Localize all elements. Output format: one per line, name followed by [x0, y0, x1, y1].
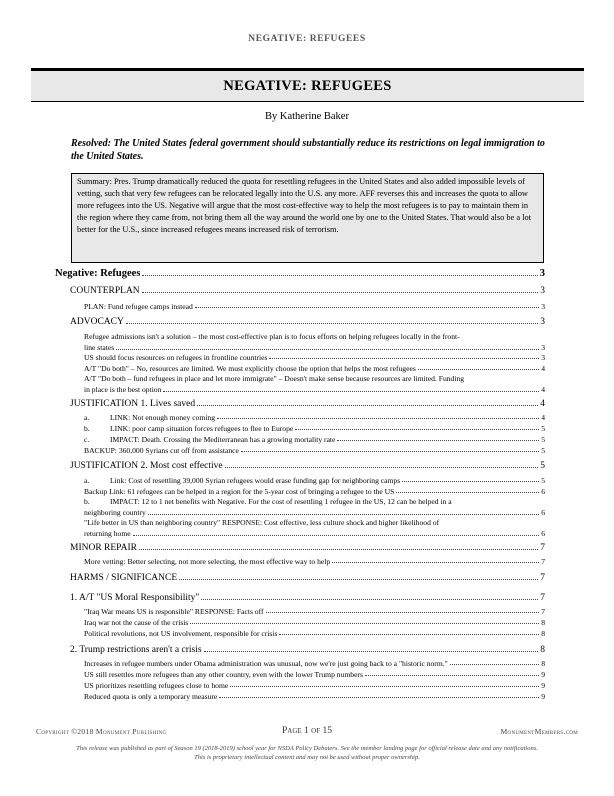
toc-page-number: 7: [540, 573, 545, 583]
toc-entry-at2c[interactable]: [84, 681, 545, 690]
toc-entry-label: PLAN: Fund refugee camps instead: [84, 302, 193, 311]
toc-entry-label-cont: neighboring country: [84, 508, 146, 517]
toc-entry-advocacy-2[interactable]: [84, 353, 545, 362]
toc-page-number: 8: [541, 629, 545, 638]
toc-entry-label: Backup Link: 61 refugees can be helped in a region for the 5-year cost of bringing a refugee to the US: [84, 487, 395, 496]
toc-entry-label: 1. A/T "US Moral Responsibility": [70, 593, 200, 603]
toc-entry-j1c[interactable]: [84, 435, 545, 444]
toc-entry-letter: b.: [84, 424, 90, 433]
toc-page-number: 9: [541, 681, 545, 690]
toc-page-number: 4: [540, 399, 545, 409]
toc-page-number: 7: [541, 607, 545, 616]
resolution-statement: Resolved: The United States federal government should substantially reduce its restrictions on legal immigration to the United States.: [71, 138, 545, 162]
toc-page-number: 8: [541, 618, 545, 627]
toc-entry-label: IMPACT: Death. Crossing the Mediterranean has a growing mortality rate: [110, 435, 336, 444]
toc-page-number: 5: [541, 446, 545, 455]
toc-page-number: 3: [541, 302, 545, 311]
toc-entry-minor-repair[interactable]: [70, 543, 545, 553]
toc-entry-harms[interactable]: [70, 573, 545, 583]
toc-entry-label-cont: in place is the best option: [84, 385, 162, 394]
toc-entry-label: LINK: poor camp situation forces refugees to flee to Europe: [110, 424, 294, 433]
toc-entry-letter: a.: [84, 476, 90, 485]
toc-entry-label: BACKUP: 360,000 Syrians cut off from assistance: [84, 446, 239, 455]
toc-entry-j2c[interactable]: [84, 517, 545, 539]
toc-page-number: 8: [540, 645, 545, 655]
toc-page-number: 6: [541, 529, 545, 538]
toc-page-number: 5: [541, 476, 545, 485]
toc-entry-label: HARMS / SIGNIFICANCE: [70, 573, 178, 583]
toc-page-number: 3: [539, 268, 545, 279]
toc-page-number: 3: [541, 343, 545, 352]
toc-page-number: 8: [541, 659, 545, 668]
toc-entry-at2a[interactable]: [84, 659, 545, 668]
toc-entry-plan[interactable]: [84, 302, 545, 311]
website-link[interactable]: MonumentMembers.com: [500, 727, 578, 736]
toc-entry-at1a[interactable]: [84, 607, 545, 616]
toc-entry-minor-1[interactable]: [84, 557, 545, 566]
toc-page-number: 6: [541, 508, 545, 517]
toc-page-number: 3: [540, 286, 545, 296]
toc-entry-label: US still resettles more refugees than any other country, even with the lower Trump numbers: [84, 670, 363, 679]
toc-entry-label: A/T "Do both" – No, resources are limited. We must explicitly choose the option that helps the most refugees: [84, 364, 416, 373]
toc-entry-at1c[interactable]: [84, 629, 545, 638]
toc-entry-at2d[interactable]: [84, 692, 545, 701]
toc-entry-label: Reduced quota is only a temporary measure: [84, 692, 218, 701]
toc-entry-label: Refugee admissions isn't a solution – the most cost-effective plan is to focus efforts on helping refugees locally in the front-: [84, 332, 460, 341]
toc-entry-j2b[interactable]: [84, 496, 545, 518]
toc-entry-advocacy-3[interactable]: [84, 364, 545, 373]
toc-entry-j2-backup[interactable]: [84, 487, 545, 496]
toc-page-number: 3: [540, 317, 545, 327]
toc-page-number: 7: [541, 557, 545, 566]
page-title: NEGATIVE: REFUGEES: [223, 78, 392, 94]
summary-box: Summary: Pres. Trump dramatically reduced the quota for resettling refugees in the United States and also added impossible levels of vetting, such that very few refugees can be relocated legally into the U.S. any more. AFF reverses this and increases the quota to allow more refugees into the US. Negative will argue that the most cost-effective way to help the most refugees is to pay to maintain them in the region where they came from, not bring them all the way around the world one by one to the United States. That would also be a lot better for the U.S., since increased refugees means increased risk of terrorism.: [71, 173, 544, 263]
toc-page-number: 4: [541, 413, 545, 422]
toc-entry-label: Increases in refugee numbers under Obama administration was unusual, now we're just going back to a "historic norm.": [84, 659, 448, 668]
notice-line-1: This release was published as part of Season 19 (2018-2019) school year for NSDA Policy Debaters. See the member landing page for official release date and any notifications.: [76, 745, 538, 752]
publication-notice: [0, 745, 614, 762]
toc-entry-letter: c.: [84, 435, 90, 444]
toc-entry-justification-1[interactable]: [70, 399, 545, 409]
toc-page-number: 4: [541, 364, 545, 373]
toc-entry-at-moral[interactable]: [70, 593, 545, 603]
toc-entry-counterplan[interactable]: [70, 286, 545, 296]
toc-page-number: 5: [541, 424, 545, 433]
toc-entry-label: "Life better in US than neighboring country" RESPONSE: Cost effective, less culture shock and higher likelihood of: [84, 518, 440, 527]
toc-entry-label: 2. Trump restrictions aren't a crisis: [70, 645, 202, 655]
running-header: NEGATIVE: REFUGEES: [248, 34, 366, 44]
toc-entry-label: US prioritizes resettling refugees close to home: [84, 681, 229, 690]
toc-page-number: 5: [540, 461, 545, 471]
toc-entry-label: COUNTERPLAN: [70, 286, 140, 296]
toc-page-number: 3: [541, 353, 545, 362]
toc-entry-letter: a.: [84, 413, 90, 422]
toc-entry-trump-restrictions[interactable]: [70, 645, 545, 655]
toc-entry-label: Link: Cost of resettling 39,000 Syrian refugees would erase funding gap for neighboring camps: [110, 476, 401, 485]
title-banner: [31, 68, 584, 102]
toc-entry-letter: b.: [84, 497, 90, 506]
toc-main-entry[interactable]: [55, 268, 545, 279]
toc-entry-label: MINOR REPAIR: [70, 543, 137, 553]
toc-entry-label: ADVOCACY: [70, 317, 124, 327]
toc-entry-label: More vetting: Better selecting, not more selecting, the most effective way to help: [84, 557, 331, 566]
toc-entry-j1b[interactable]: [84, 424, 545, 433]
byline: By Katherine Baker: [265, 111, 349, 122]
toc-entry-label: "Iraq War means US is responsible" RESPONSE: Facts off: [84, 607, 264, 616]
toc-entry-at2b[interactable]: [84, 670, 545, 679]
toc-page-number: 6: [541, 487, 545, 496]
toc-entry-label-cont: returning home: [84, 529, 131, 538]
toc-entry-j1a[interactable]: [84, 413, 545, 422]
toc-page-number: 4: [541, 385, 545, 394]
toc-entry-label-cont: line states: [84, 343, 115, 352]
toc-page-number: 9: [541, 670, 545, 679]
toc-entry-label: JUSTIFICATION 1. Lives saved: [70, 399, 196, 409]
toc-entry-advocacy-1[interactable]: [84, 331, 545, 353]
toc-entry-label: A/T "Do both – fund refugees in place and let more immigrate" – Doesn't make sense because resources are limited. Funding: [84, 374, 465, 383]
notice-line-2: This is proprietary intellectual content and may not be used without proper ownership.: [194, 753, 420, 761]
toc-entry-j2a[interactable]: [84, 476, 545, 485]
toc-entry-label: Iraq war not the cause of the crisis: [84, 618, 189, 627]
toc-entry-label: Negative: Refugees: [55, 268, 141, 279]
toc-page-number: 9: [541, 692, 545, 701]
page-indicator: Page 1 of 15: [282, 726, 332, 736]
toc-entry-justification-2[interactable]: [70, 461, 545, 471]
toc-page-number: 7: [540, 543, 545, 553]
toc-entry-advocacy-4[interactable]: [84, 373, 545, 395]
toc-entry-j1-backup[interactable]: [84, 446, 545, 455]
toc-entry-label: LINK: Not enough money coming: [110, 413, 216, 422]
toc-entry-label: JUSTIFICATION 2. Most cost effective: [70, 461, 223, 471]
toc-entry-advocacy[interactable]: [70, 317, 545, 327]
toc-entry-label: Political revolutions, not US involvement, responsible for crisis: [84, 629, 278, 638]
toc-entry-at1b[interactable]: [84, 618, 545, 627]
toc-page-number: 7: [540, 593, 545, 603]
copyright-notice: Copyright ©2018 Monument Publishing: [36, 727, 167, 736]
toc-entry-label: US should focus resources on refugees in frontline countries: [84, 353, 268, 362]
toc-entry-label: IMPACT: 12 to 1 net benefits with Negative. For the cost of resettling 1 refugee in the US, 12 can be helped in a: [110, 497, 452, 506]
toc-page-number: 5: [541, 435, 545, 444]
